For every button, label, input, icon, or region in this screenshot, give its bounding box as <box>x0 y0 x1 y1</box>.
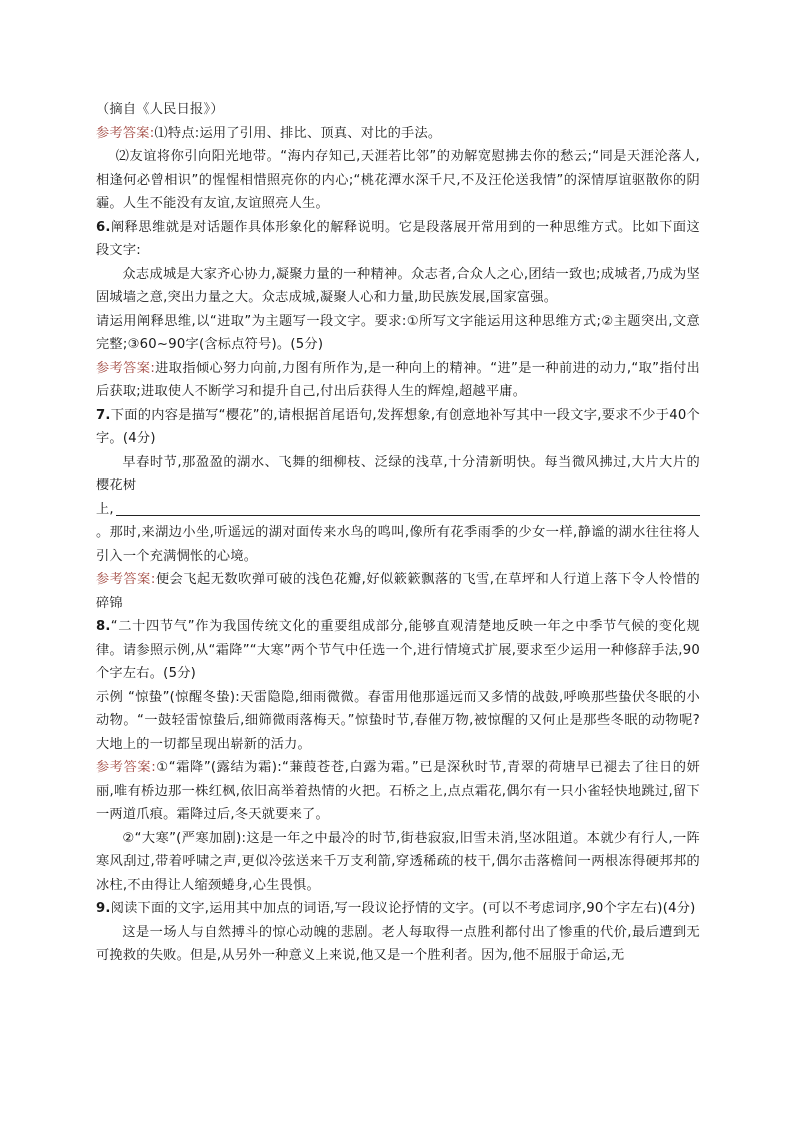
q8-answer-1: 参考答案:①“霜降”(露结为霜):“蒹葭苍苍,白露为霜。”已是深秋时节,青翠的荷塘早已褪去了往日的妍丽,唯有桥边那一株红枫,依旧高举着热情的火把。石桥之上,点点霜花,偶尔有一只小雀轻快地跳过,留下一两道爪痕。霜降过后,冬天就要来了。 <box>96 760 700 822</box>
fill-in-blank <box>116 514 700 516</box>
q7-text-after-blank: 。那时,来湖边小坐,听遥远的湖对面传来水鸟的鸣叫,像所有花季雨季的少女一样,静谧的湖水往往将人引入一个充满惆怅的心境。 <box>96 525 700 564</box>
source-citation: （摘自《人民日报》） <box>96 102 224 117</box>
question-number: 9. <box>96 901 111 916</box>
q6-answer: 参考答案:进取指倾心努力向前,力图有所作为,是一种向上的精神。“进”是一种前进的动力,“取”指付出后获取;进取使人不断学习和提升自己,付出后获得人生的辉煌,超越平庸。 <box>96 360 700 399</box>
question-6: 6.阐释思维就是对话题作具体形象化的解释说明。它是段落展开常用到的一种思维方式。比如下面这段文字: <box>96 219 700 258</box>
answer-label: 参考答案: <box>96 125 155 141</box>
question-number: 6. <box>96 219 111 235</box>
q6-task: 请运用阐释思维,以“进取”为主题写一段文字。要求:①所写文字能运用这种思维方式;②主题突出,文意完整;③60~90字(含标点符号)。(5分) <box>96 313 700 352</box>
answer-label: 参考答案: <box>96 360 156 376</box>
answer-label: 参考答案: <box>96 572 156 587</box>
q8-answer-2: ②“大寒”(严寒加剧):这是一年之中最冷的时节,街巷寂寂,旧雪未消,坚冰阻道。本就少有行人,一阵寒风刮过,带着呼啸之声,更似冷弦送来千万支利箭,穿透稀疏的枝干,偶尔击落檐间一两根冻得硬邦邦的冰柱,不由得让人缩颈蜷身,心生畏惧。 <box>96 830 700 893</box>
question-7: 7.下面的内容是描写“樱花”的,请根据首尾语句,发挥想象,有创意地补写其中一段文字,要求不少于40个字。(4分) <box>96 407 700 446</box>
q7-answer: 参考答案:便会飞起无数吹弹可破的浅色花瓣,好似簌簌飘落的飞雪,在草坪和人行道上落下令人怜惜的碎锦 <box>96 572 700 611</box>
question-number: 7. <box>96 407 111 423</box>
question-number: 8. <box>96 619 111 634</box>
q7-text-before-blank: 早春时节,那盈盈的湖水、飞舞的细柳枝、泛绿的浅草,十分清新明快。每当微风拂过,大片大片的樱花树 <box>96 454 700 493</box>
document-body <box>96 98 700 968</box>
q9-text: 这是一场人与自然搏斗的惊心动魄的悲剧。老人每取得一点胜利都付出了惨重的代价,最后遭到无可挽救的失败。但是,从另外一种意义上来说,他又是一个胜利者。因为,他不屈服于命运,无 <box>96 924 700 963</box>
q8-example: 示例 “惊蛰”(惊醒冬蛰):天雷隐隐,细雨微微。春雷用他那遥远而又多情的战鼓,呼唤那些蛰伏冬眠的小动物。“一鼓轻雷惊蛰后,细筛微雨落梅天。”惊蛰时节,春催万物,被惊醒的又何止是那些冬眠的动物呢?大地上的一切都呈现出崭新的活力。 <box>96 689 700 752</box>
q5-answer-2: ⑵友谊将你引向阳光地带。“海内存知己,天涯若比邻”的劝解宽慰拂去你的愁云;“同是天涯沦落人,相逢何必曾相识”的惺惺相惜照亮你的内心;“桃花潭水深千尺,不及汪伦送我情”的深情厚谊驱散你的阴霾。人生不能没有友谊,友谊照亮人生。 <box>96 149 700 211</box>
q6-example-text: 众志成城是大家齐心协力,凝聚力量的一种精神。众志者,合众人之心,团结一致也;成城者,乃成为坚固城墙之意,突出力量之大。众志成城,凝聚人心和力量,助民族发展,国家富强。 <box>96 266 700 305</box>
q7-blank-line: 上, <box>96 498 700 522</box>
question-9: 9.阅读下面的文字,运用其中加点的词语,写一段议论抒情的文字。(可以不考虑词序,90个字左右)(4分) <box>96 901 696 916</box>
answer-label: 参考答案: <box>96 760 156 775</box>
q5-answer-1: 参考答案:⑴特点:运用了引用、排比、顶真、对比的手法。 <box>96 125 442 141</box>
question-8: 8.“二十四节气”作为我国传统文化的重要组成部分,能够直观清楚地反映一年之中季节气候的变化规律。请参照示例,从“霜降”“大寒”两个节气中任选一个,进行情境式扩展,要求至少运用一种修辞手法,90个字左右。(5分) <box>96 619 700 681</box>
